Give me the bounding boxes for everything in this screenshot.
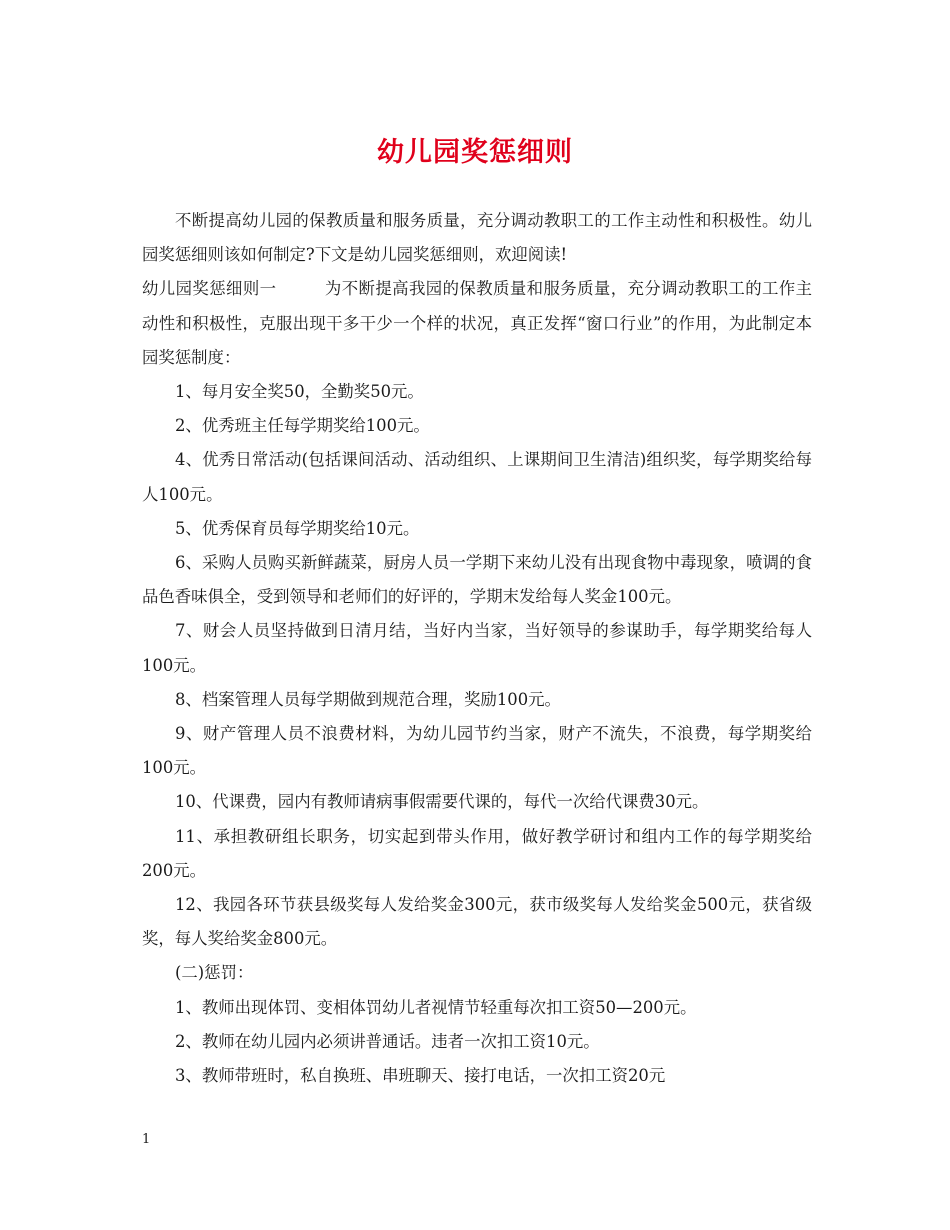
section-paragraph: [142, 272, 812, 375]
reward-item: 10、代课费，园内有教师请病事假需要代课的，每代一次给代课费30元。: [175, 792, 709, 812]
penalty-item: 1、教师出现体罚、变相体罚幼儿者视情节轻重每次扣工资50—200元。: [175, 997, 697, 1017]
intro-paragraph: 不断提高幼儿园的保教质量和服务质量，充分调动教职工的工作主动性和积极性。幼儿园奖惩细则该如何制定?下文是幼儿园奖惩细则，欢迎阅读!: [142, 211, 812, 265]
reward-item: 8、档案管理人员每学期做到规范合理，奖励100元。: [175, 689, 561, 709]
document-body: [142, 204, 812, 1093]
reward-item: 12、我园各环节获县级奖每人发给奖金300元，获市级奖每人发给奖金500元，获省级奖，每人奖给奖金800元。: [142, 895, 812, 949]
reward-item: 4、优秀日常活动(包括课间活动、活动组织、上课期间卫生清洁)组织奖，每学期奖给每人100元。: [142, 450, 812, 504]
reward-item: 7、财会人员坚持做到日清月结，当好内当家，当好领导的参谋助手，每学期奖给每人100元。: [142, 621, 812, 675]
section-heading: 幼儿园奖惩细则一: [142, 279, 277, 299]
section-intro: 为不断提高我园的保教质量和服务质量，充分调动教职工的工作主动性和积极性，克服出现干多干少一个样的状况，真正发挥“窗口行业”的作用，为此制定本园奖惩制度：: [142, 279, 813, 367]
reward-item: 11、承担教研组长职务，切实起到带头作用，做好教学研讨和组内工作的每学期奖给200元。: [142, 826, 812, 880]
reward-item: 6、采购人员购买新鲜蔬菜，厨房人员一学期下来幼儿没有出现食物中毒现象，喷调的食品色香味俱全，受到领导和老师们的好评的，学期末发给每人奖金100元。: [142, 553, 812, 607]
penalty-item: 3、教师带班时，私自换班、串班聊天、接打电话，一次扣工资20元: [175, 1066, 666, 1086]
reward-item: 1、每月安全奖50，全勤奖50元。: [175, 382, 424, 402]
penalty-item: 2、教师在幼儿园内必须讲普通话。违者一次扣工资10元。: [175, 1031, 600, 1051]
page-number: 1: [142, 1132, 151, 1147]
reward-item: 2、优秀班主任每学期奖给100元。: [175, 416, 430, 436]
reward-item: 9、财产管理人员不浪费材料，为幼儿园节约当家，财产不流失，不浪费，每学期奖给100元。: [142, 724, 812, 778]
reward-item: 5、优秀保育员每学期奖给10元。: [175, 518, 420, 538]
document-title: 幼儿园奖惩细则: [377, 137, 573, 168]
penalty-heading: (二)惩罚：: [175, 963, 254, 983]
